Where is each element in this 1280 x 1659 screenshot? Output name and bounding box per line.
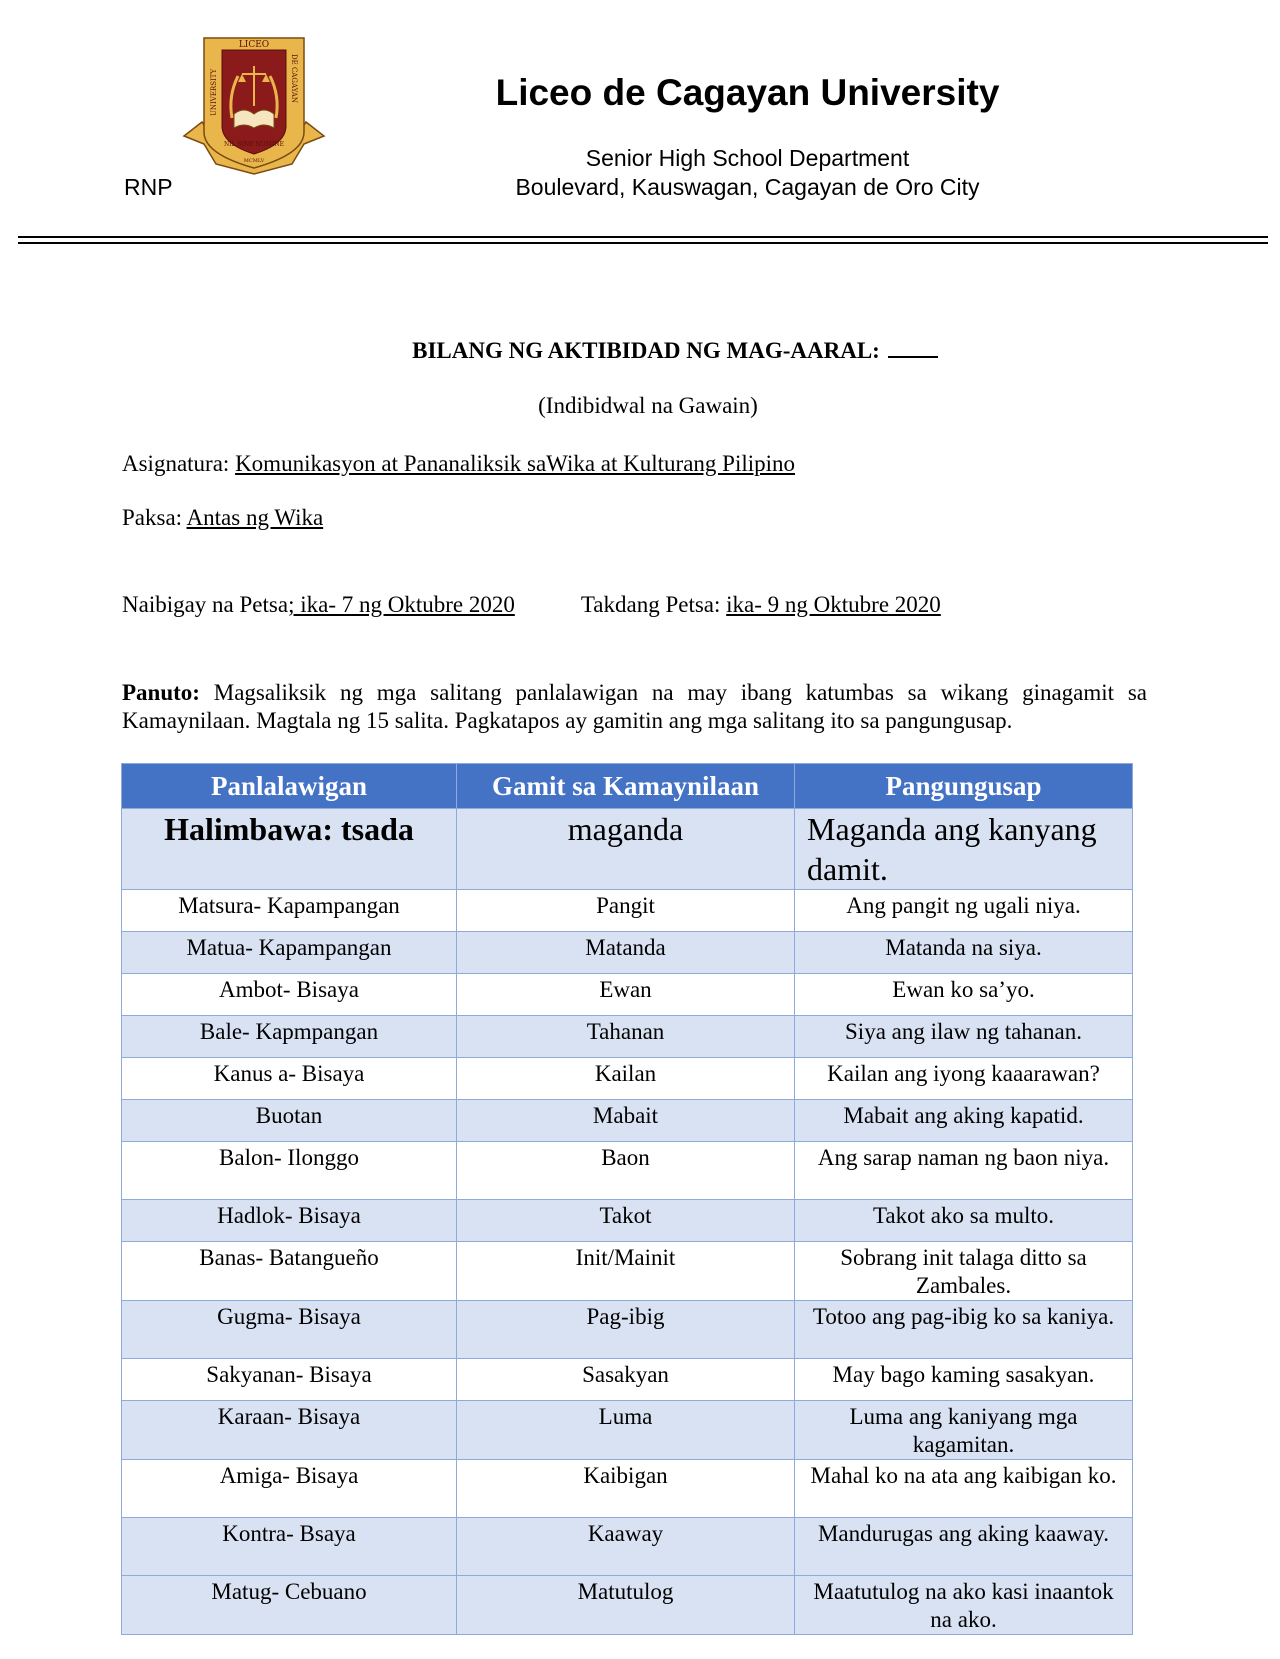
regional-word: Sakyanan- Bisaya (122, 1359, 457, 1401)
table-row (122, 1142, 1133, 1200)
table-row (122, 1100, 1133, 1142)
sample-sentence: Maatutulog na ako kasi inaantok na ako. (795, 1576, 1133, 1635)
sample-sentence: Mandurugas ang aking kaaway. (795, 1518, 1133, 1576)
manila-equivalent: Pangit (457, 890, 795, 932)
sample-sentence: Takot ako sa multo. (795, 1200, 1133, 1242)
header-divider-top (18, 236, 1268, 238)
manila-equivalent: Kaibigan (457, 1460, 795, 1518)
manila-equivalent: Baon (457, 1142, 795, 1200)
manila-equivalent: Sasakyan (457, 1359, 795, 1401)
activity-title (0, 336, 1280, 364)
sample-sentence: Ewan ko sa’yo. (795, 974, 1133, 1016)
header-gamit-sa-kamaynilaan: Gamit sa Kamaynilaan (457, 764, 795, 809)
sample-sentence: Mahal ko na ata ang kaibigan ko. (795, 1460, 1133, 1518)
seal-top-text: LICEO (238, 40, 270, 50)
seal-right-text: DE CAGAYAN (290, 54, 298, 103)
regional-word: Buotan (122, 1100, 457, 1142)
example-equivalent: maganda (457, 809, 795, 890)
seal-year: MCMLV (243, 158, 265, 164)
subject-line (122, 451, 795, 477)
manila-equivalent: Matanda (457, 932, 795, 974)
regional-word: Matsura- Kapampangan (122, 890, 457, 932)
university-address: Boulevard, Kauswagan, Cagayan de Oro City (515, 174, 980, 200)
sample-sentence: Mabait ang aking kapatid. (795, 1100, 1133, 1142)
regional-word: Balon- Ilonggo (122, 1142, 457, 1200)
instructions (122, 679, 1147, 735)
table-row (122, 1359, 1133, 1401)
department-name: Senior High School Department (585, 145, 910, 171)
sample-sentence: Kailan ang iyong kaaarawan? (795, 1058, 1133, 1100)
sample-sentence: May bago kaming sasakyan. (795, 1359, 1133, 1401)
topic-value: Antas ng Wika (186, 505, 324, 530)
topic-line (122, 505, 323, 531)
document-code: RNP (124, 174, 173, 200)
regional-word: Matug- Cebuano (122, 1576, 457, 1635)
table-row (122, 1460, 1133, 1518)
regional-word: Bale- Kapmpangan (122, 1016, 457, 1058)
table-row (122, 1058, 1133, 1100)
manila-equivalent: Pag-ibig (457, 1301, 795, 1359)
table-row (122, 1016, 1133, 1058)
table-row (122, 1518, 1133, 1576)
due-date-value: ika- 9 ng Oktubre 2020 (726, 592, 941, 617)
given-date-label: Naibigay na Petsa (122, 592, 289, 617)
activity-number-blank[interactable] (888, 336, 938, 358)
example-row (122, 809, 1133, 890)
table-row (122, 1401, 1133, 1460)
table-row (122, 890, 1133, 932)
university-name: Liceo de Cagayan University (495, 72, 1000, 113)
table-header-row (122, 764, 1133, 809)
manila-equivalent: Tahanan (457, 1016, 795, 1058)
activity-type: (Indibidwal na Gawain) (538, 393, 758, 418)
regional-word: Karaan- Bisaya (122, 1401, 457, 1460)
example-sentence: Maganda ang kanyang damit. (795, 809, 1133, 890)
subject-label: Asignatura: (122, 451, 236, 476)
table-row (122, 1200, 1133, 1242)
manila-equivalent: Ewan (457, 974, 795, 1016)
example-word: Halimbawa: tsada (122, 809, 457, 890)
manila-equivalent: Kaaway (457, 1518, 795, 1576)
regional-word: Matua- Kapampangan (122, 932, 457, 974)
sample-sentence: Matanda na siya. (795, 932, 1133, 974)
sample-sentence: Sobrang init talaga ditto sa Zambales. (795, 1242, 1133, 1301)
table-row (122, 932, 1133, 974)
sample-sentence: Luma ang kaniyang mga kagamitan. (795, 1401, 1133, 1460)
manila-equivalent: Init/Mainit (457, 1242, 795, 1301)
manila-equivalent: Kailan (457, 1058, 795, 1100)
instructions-text: Magsaliksik ng mga salitang panlalawigan na may ibang katumbas sa wikang ginagamit sa Kamaynilaan. Magtala ng 15 salita. Pagkatapos ay gamitin ang mga salitang ito sa pangungusap. (122, 680, 1147, 733)
table-row (122, 1301, 1133, 1359)
vocabulary-table (121, 763, 1133, 1635)
topic-label: Paksa: (122, 505, 187, 530)
regional-word: Banas- Batangueño (122, 1242, 457, 1301)
table-row (122, 1576, 1133, 1635)
regional-word: Hadlok- Bisaya (122, 1200, 457, 1242)
regional-word: Gugma- Bisaya (122, 1301, 457, 1359)
header-divider-bottom (18, 242, 1268, 244)
sample-sentence: Siya ang ilaw ng tahanan. (795, 1016, 1133, 1058)
due-date-label: Takdang Petsa: (580, 592, 727, 617)
table-row (122, 974, 1133, 1016)
header-panlalawigan: Panlalawigan (122, 764, 457, 809)
subject-value: Komunikasyon at Pananaliksik saWika at Kulturang Pilipino (235, 451, 796, 476)
seal-motto: NIL SINE NUMINE (224, 141, 284, 148)
regional-word: Kontra- Bsaya (122, 1518, 457, 1576)
manila-equivalent: Mabait (457, 1100, 795, 1142)
manila-equivalent: Matutulog (457, 1576, 795, 1635)
sample-sentence: Ang sarap naman ng baon niya. (795, 1142, 1133, 1200)
regional-word: Kanus a- Bisaya (122, 1058, 457, 1100)
sample-sentence: Ang pangit ng ugali niya. (795, 890, 1133, 932)
table-row (122, 1242, 1133, 1301)
sample-sentence: Totoo ang pag-ibig ko sa kaniya. (795, 1301, 1133, 1359)
manila-equivalent: Takot (457, 1200, 795, 1242)
given-date-value: ; ika- 7 ng Oktubre 2020 (288, 592, 515, 617)
seal-left-text: UNIVERSITY (210, 68, 218, 116)
dates-line (122, 592, 941, 618)
university-seal-logo (180, 36, 328, 176)
regional-word: Ambot- Bisaya (122, 974, 457, 1016)
manila-equivalent: Luma (457, 1401, 795, 1460)
activity-title-text: BILANG NG AKTIBIDAD NG MAG-AARAL: (412, 338, 880, 363)
regional-word: Amiga- Bisaya (122, 1460, 457, 1518)
instructions-label: Panuto: (122, 680, 200, 705)
header-pangungusap: Pangungusap (795, 764, 1133, 809)
